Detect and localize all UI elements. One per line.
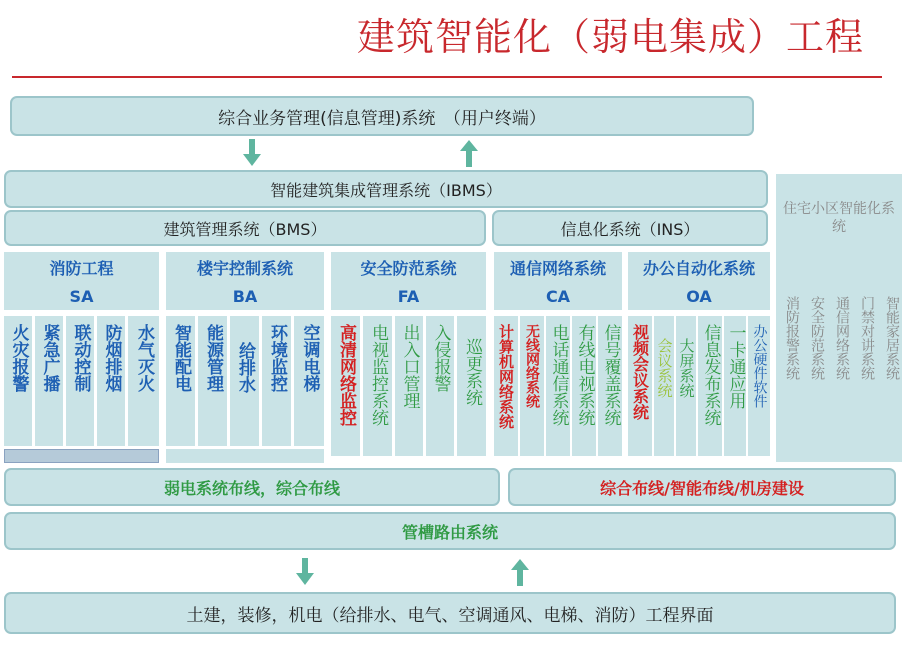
sa-item: 火灾报警 <box>4 316 32 446</box>
residential-item: 门禁对讲系统 <box>853 264 875 452</box>
residential-item: 通信网络系统 <box>828 264 850 452</box>
cabling-right-bar: 综合布线/智能布线/机房建设 <box>508 468 896 506</box>
sa-item: 防烟排烟 <box>97 316 125 446</box>
ca-item: 计算机网络系统 <box>494 316 518 456</box>
oa-item: 会议系统 <box>654 316 674 456</box>
title-divider <box>12 76 882 78</box>
oa-item: 一卡通应用 <box>724 316 746 456</box>
ca-item: 电话通信系统 <box>546 316 570 456</box>
ca-item: 无线网络系统 <box>520 316 544 456</box>
ibms-bar: 智能建筑集成管理系统（IBMS） <box>4 170 768 208</box>
oa-item: 视频会议系统 <box>628 316 652 456</box>
sa-item: 水气灭火 <box>128 316 159 446</box>
arrow-up-icon <box>508 557 532 587</box>
fa-item: 高清网络监控 <box>331 316 360 456</box>
ba-item: 环境监控 <box>262 316 291 446</box>
ba-item: 智能配电 <box>166 316 195 446</box>
arrow-down-icon <box>240 138 264 168</box>
fa-item: 出入口管理 <box>395 316 423 456</box>
pipeline-bar: 管槽路由系统 <box>4 512 896 550</box>
ba-item: 能源管理 <box>198 316 227 446</box>
ins-bar: 信息化系统（INS） <box>492 210 768 246</box>
sa-item: 紧急广播 <box>35 316 63 446</box>
ca-item: 信号覆盖系统 <box>598 316 622 456</box>
residential-title: 住宅小区智能化系统 <box>783 201 895 235</box>
civil-works-bar: 土建，装修，机电（给排水、电气、空调通风、电梯、消防）工程界面 <box>4 592 896 634</box>
residential-item: 消防报警系统 <box>778 264 800 452</box>
arrow-up-icon <box>457 138 481 168</box>
bms-bar: 建筑管理系统（BMS） <box>4 210 486 246</box>
fa-header-code: FA <box>331 282 486 310</box>
ba-item: 给排水 <box>230 316 259 446</box>
oa-item: 大屏系统 <box>676 316 696 456</box>
sa-header-code: SA <box>4 282 159 310</box>
sa-base-strip <box>4 449 159 463</box>
ba-base-strip <box>166 449 324 463</box>
ca-header-code: CA <box>494 282 622 310</box>
fa-item: 电视监控系统 <box>363 316 392 456</box>
fa-item: 巡更系统 <box>457 316 486 456</box>
ba-header-name: 楼宇控制系统 <box>166 252 324 282</box>
ba-item: 空调电梯 <box>294 316 324 446</box>
residential-item: 安全防范系统 <box>803 264 825 452</box>
oa-header-code: OA <box>628 282 770 310</box>
oa-header-name: 办公自动化系统 <box>628 252 770 282</box>
residential-item: 智能家居系统 <box>878 264 900 452</box>
oa-item: 办公硬件软件 <box>748 316 770 456</box>
ca-header-name: 通信网络系统 <box>494 252 622 282</box>
sa-item: 联动控制 <box>66 316 94 446</box>
page-title: 建筑智能化（弱电集成）工程 <box>356 15 864 59</box>
fa-item: 入侵报警 <box>426 316 454 456</box>
arrow-down-icon <box>293 557 317 587</box>
cabling-left-bar: 弱电系统布线，综合布线 <box>4 468 500 506</box>
oa-item: 信息发布系统 <box>698 316 722 456</box>
business-management-bar: 综合业务管理(信息管理)系统 （用户终端） <box>10 96 754 136</box>
ca-item: 有线电视系统 <box>572 316 596 456</box>
fa-header-name: 安全防范系统 <box>331 252 486 282</box>
sa-header-name: 消防工程 <box>4 252 159 282</box>
ba-header-code: BA <box>166 282 324 310</box>
